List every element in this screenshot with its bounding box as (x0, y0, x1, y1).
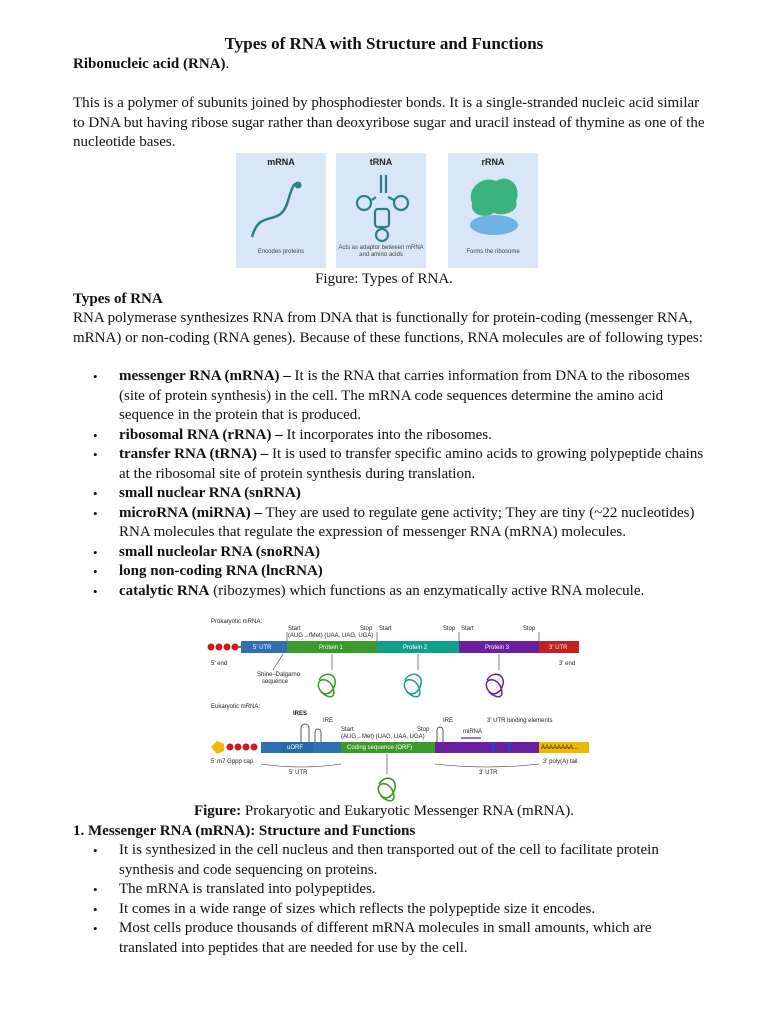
rna-type-description: (ribozymes) which functions as an enzymatically active RNA molecule. (209, 582, 645, 599)
rna-type-description: It is used to transfer specific amino acids to growing polypeptide chains at the ribosomal site of protein synthesis during translation. (119, 446, 704, 482)
rna-type-item (73, 426, 713, 446)
mrna-function-item: • The mRNA is translated into polypeptides. (73, 880, 713, 900)
mrna-function-item: • It is synthesized in the cell nucleus and then transported out of the cell to facilitate protein synthesis and code sequencing on proteins. (73, 841, 713, 880)
prok-codons-label: (AUG→fMet) (UAA, UAG, UGA) (288, 633, 374, 639)
euk-5utr-label: 5' UTR (289, 770, 308, 776)
protein1-label: Protein 1 (319, 645, 344, 651)
mrna-function-item: • It comes in a wide range of sizes which reflects the polypeptide size it encodes. (73, 900, 713, 920)
figure2-caption-text: Prokaryotic and Eukaryotic Messenger RNA (mRNA). (241, 803, 575, 819)
prok-3end-label: 3' end (559, 661, 576, 667)
cds-label: Coding sequence (ORF) (347, 745, 413, 751)
prok-stop1-label: Stop (360, 626, 373, 632)
euk-3utr-label: 3' UTR (479, 770, 498, 776)
polya-label: AAAAAAAA... (541, 745, 579, 751)
ire1-label: IRE (323, 718, 334, 724)
mrna-functions-list (73, 841, 713, 958)
ires-label: IRES (293, 711, 308, 717)
subtitle-bold: Ribonucleic acid (RNA) (73, 56, 226, 72)
prok-stop3-label: Stop (523, 626, 536, 632)
rna-type-description: It incorporates into the ribosomes. (282, 426, 492, 443)
utr3-binding-label: 3' UTR binding elements (487, 718, 553, 724)
euk-start-label: Start (341, 727, 354, 733)
mrna-panel-title: mRNA (267, 157, 295, 167)
sd-label-line2: sequence (262, 679, 289, 685)
euk-3utr-segment (435, 742, 539, 753)
section1-heading: 1. Messenger RNA (mRNA): Structure and Functions (73, 823, 416, 839)
euk-protein-blob (378, 778, 395, 801)
types-heading: Types of RNA (73, 291, 163, 307)
prok-start2-label: Start (379, 626, 392, 632)
prok-arrows (332, 654, 499, 670)
prok-label: Prokaryotic mRNA: (211, 619, 263, 625)
euk-stop-label: Stop (417, 727, 430, 733)
rna-types-figure (236, 153, 538, 268)
ribosome-icon (448, 167, 538, 247)
sd-pointer (273, 654, 283, 670)
prok-3utr-label: 3' UTR (549, 645, 568, 651)
rna-type-name: transfer RNA (tRNA) – (119, 446, 269, 462)
mrna-structure-figure (207, 616, 592, 802)
prok-5end-label: 5' end (211, 661, 228, 667)
trna-cloverleaf-icon (336, 167, 426, 247)
figure2-caption-bold: Figure: (193, 803, 242, 819)
rna-types-list (73, 367, 713, 601)
trna-panel-caption: Acts as adaptor between mRNA and amino acids (338, 245, 424, 258)
mrna-panel-caption: Encodes proteins (257, 249, 305, 255)
types-intro: RNA polymerase synthesizes RNA from DNA that is functionally for protein-coding (messenger RNA, mRNA) or non-coding (RNA genes). Because of these functions, RNA molecules are of following types: (73, 310, 703, 346)
mrna-panel (236, 153, 326, 268)
tail-label: 3' poly(A) tail (543, 759, 578, 765)
rna-type-item (73, 445, 713, 484)
rna-type-description: It is the RNA that carries information from DNA to the ribosomes (site of protein synthesis) in the cell. The mRNA code sequences determine the amino acid sequence in the protein that is produced. (119, 368, 690, 423)
rna-type-item (73, 484, 713, 504)
ire2-label: IRE (443, 718, 454, 724)
rna-type-item (73, 562, 713, 582)
euk-5utr-brace (261, 764, 341, 767)
rna-type-item (73, 582, 713, 602)
trna-panel-title: tRNA (369, 157, 393, 167)
prok-5utr-label: 5' UTR (253, 645, 272, 651)
binding-element-1 (491, 742, 495, 753)
figure2-caption (0, 803, 768, 820)
rrna-panel-caption: Forms the ribosome (466, 249, 520, 255)
prok-start3-label: Start (461, 626, 474, 632)
euk-codons-label: (AUG→Met) (UAG, UAA, UGA) (341, 734, 425, 740)
rna-type-item (73, 367, 713, 426)
rrna-panel (448, 153, 538, 268)
euk-label: Eukaryotic mRNA: (211, 704, 261, 710)
figure1-caption: Figure: Types of RNA. (315, 271, 453, 287)
mirna-label: miRNA (463, 729, 482, 735)
mrna-strand-icon (236, 167, 326, 247)
trna-panel (336, 153, 426, 268)
subtitle (73, 56, 229, 73)
rna-type-name: messenger RNA (mRNA) – (119, 368, 291, 384)
page-title: Types of RNA with Structure and Functions (224, 34, 544, 53)
subtitle-tail: . (225, 56, 230, 72)
rna-type-name: catalytic RNA (119, 582, 210, 599)
uorf-label: uORF (287, 745, 304, 751)
binding-element-2 (507, 742, 511, 753)
euk-3utr-brace (435, 764, 539, 767)
rna-type-item (73, 543, 713, 563)
rna-type-name: small nucleolar RNA (snoRNA) (119, 543, 320, 560)
protein3-label: Protein 3 (485, 645, 510, 651)
rna-type-description: They are used to regulate gene activity; They are tiny (~22 nucleotides) RNA molecules that regulate the expression of messenger RNA (mRNA) molecules. (119, 504, 695, 540)
rna-type-name: small nuclear RNA (snRNA) (119, 485, 301, 501)
cap-label: 5' m7 Gppp cap (211, 759, 254, 765)
rna-type-name: long non-coding RNA (lncRNA) (119, 563, 323, 579)
prok-stop2-label: Stop (443, 626, 456, 632)
prok-start1-label: Start (288, 626, 301, 632)
mrna-function-item: • Most cells produce thousands of different mRNA molecules in small amounts, which are translated into peptides that are needed for use by the cell. (73, 919, 713, 958)
rna-type-name: microRNA (miRNA) – (119, 504, 263, 521)
rrna-panel-title: rRNA (481, 157, 505, 167)
intro-paragraph: This is a polymer of subunits joined by phosphodiester bonds. It is a single-stranded nucleic acid similar to DNA but having ribose sugar rather than deoxyribose sugar and uracil instead of thymine as one of the nucleotide bases. (73, 95, 705, 150)
cap-icon (211, 741, 224, 754)
euk-cap-beads (227, 744, 258, 751)
rna-type-item (73, 504, 713, 543)
protein2-label: Protein 2 (403, 645, 428, 651)
sd-label-line1: Shine–Dalgarno (257, 672, 301, 678)
prok-cap-beads (208, 644, 242, 651)
protein-blobs (318, 674, 503, 697)
rna-type-name: ribosomal RNA (rRNA) – (119, 426, 283, 443)
